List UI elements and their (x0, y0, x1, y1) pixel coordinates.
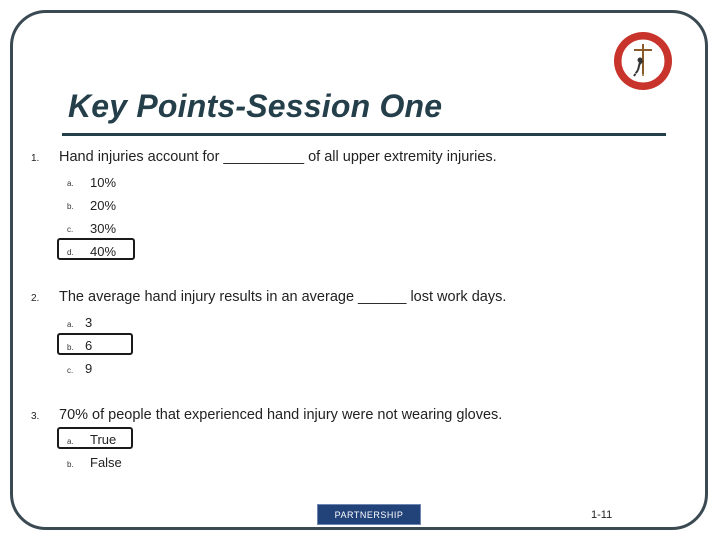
question-1-number: 1. (31, 153, 40, 164)
q2-option-b: 6 (85, 338, 93, 353)
q1-option-b: 20% (90, 198, 117, 213)
q2-option-c-letter: c. (67, 366, 74, 375)
q1-option-a: 10% (90, 175, 117, 190)
q3-option-a-letter: a. (67, 437, 74, 446)
q1-option-a-letter: a. (67, 179, 74, 188)
q2-option-b-letter: b. (67, 343, 74, 352)
q1-option-d: 40% (90, 244, 117, 259)
slide-title: Key Points-Session One (68, 88, 443, 124)
question-3-text: 70% of people that experienced hand injury were not wearing gloves. (59, 407, 503, 423)
title-underline (62, 133, 666, 136)
partnership-seal-logo (612, 30, 674, 92)
q2-option-a: 3 (85, 315, 93, 330)
q2-option-c: 9 (85, 361, 93, 376)
q3-option-b: False (90, 455, 122, 470)
partnership-logo: PARTNERSHIP (317, 504, 421, 525)
question-2-number: 2. (31, 293, 40, 304)
q3-option-b-letter: b. (67, 460, 74, 469)
question-1-text: Hand injuries account for __________ of all upper extremity injuries. (59, 149, 497, 165)
q3-option-a: True (90, 432, 117, 447)
q2-option-a-letter: a. (67, 320, 74, 329)
q1-option-d-letter: d. (67, 248, 74, 257)
q1-option-c: 30% (90, 221, 117, 236)
q1-option-b-letter: b. (67, 202, 74, 211)
q1-option-c-letter: c. (67, 225, 74, 234)
question-3-number: 3. (31, 411, 40, 422)
slide-number: 1-11 (591, 509, 613, 521)
question-2-text: The average hand injury results in an average ______ lost work days. (59, 289, 507, 305)
